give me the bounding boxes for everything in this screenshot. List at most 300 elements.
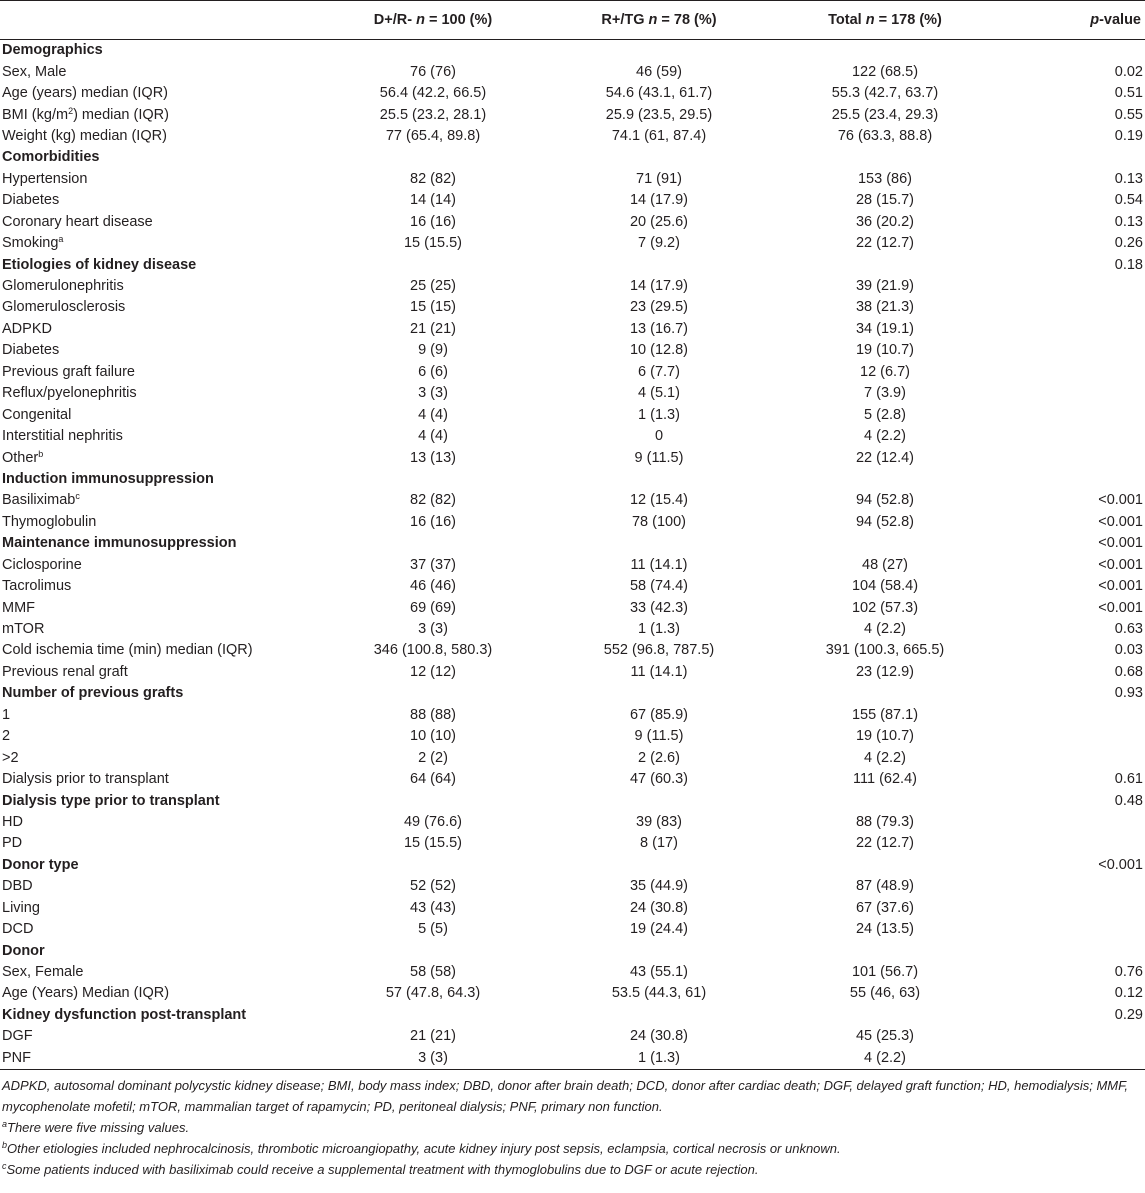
- table-row: [0, 340, 1145, 361]
- value-total: 104 (58.4): [851, 578, 919, 595]
- value-p: <0.001: [1098, 535, 1143, 552]
- table-body: [0, 40, 1145, 1070]
- value-r-plus-tg: 1 (1.3): [638, 406, 680, 423]
- row-label-text: DBD: [2, 878, 33, 895]
- row-label-text: 2: [2, 728, 11, 745]
- value-p: <0.001: [1098, 513, 1143, 530]
- table-row: [0, 962, 1145, 983]
- value-p: 0.29: [1114, 1006, 1143, 1023]
- value-d-plus-r-minus: [320, 855, 546, 876]
- row-label-text: Cold ischemia time (min) median (IQR): [2, 642, 253, 659]
- value-total: [772, 469, 998, 490]
- value-p: <0.001: [1098, 599, 1143, 616]
- value-total: 34 (19.1): [855, 320, 915, 337]
- row-label-text: Hypertension: [2, 170, 88, 187]
- value-d-plus-r-minus: 56.4 (42.2, 66.5): [379, 85, 487, 102]
- header-text: = 78 (%): [657, 12, 717, 28]
- value-r-plus-tg: 7 (9.2): [638, 235, 680, 252]
- section-header-row: [0, 147, 1145, 168]
- table-row: [0, 512, 1145, 533]
- value-r-plus-tg: [546, 855, 772, 876]
- table-row: [0, 597, 1145, 618]
- row-label-text: Coronary heart disease: [2, 213, 153, 230]
- row-label: [0, 898, 320, 919]
- row-label: [0, 1005, 320, 1026]
- table-row: [0, 490, 1145, 511]
- value-p: <0.001: [1098, 556, 1143, 573]
- header-r-plus-tg: [546, 1, 772, 40]
- row-label: [0, 597, 320, 618]
- value-d-plus-r-minus: 3 (3): [320, 1048, 546, 1070]
- value-d-plus-r-minus: 64 (64): [410, 771, 456, 788]
- value-r-plus-tg: 13 (16.7): [629, 320, 689, 337]
- value-r-plus-tg: 74.1 (61, 87.4): [611, 127, 707, 144]
- row-label: [0, 190, 320, 211]
- row-label: [0, 962, 320, 983]
- value-p: 0.02: [1114, 63, 1143, 80]
- value-total: [772, 683, 998, 704]
- row-label-superscript: a: [58, 234, 64, 245]
- row-label: [0, 512, 320, 533]
- row-label: [0, 362, 320, 383]
- section-header-row: [0, 855, 1145, 876]
- value-p: 0.03: [1114, 642, 1143, 659]
- header-p: p: [1090, 12, 1100, 28]
- table-row: [0, 769, 1145, 790]
- row-label: [0, 1048, 320, 1070]
- value-total: 25.5 (23.4, 29.3): [831, 106, 939, 123]
- table-row: [0, 319, 1145, 340]
- value-total: [772, 1005, 998, 1026]
- value-d-plus-r-minus: [320, 790, 546, 811]
- header-text: = 178 (%): [874, 12, 942, 28]
- row-label-text: Glomerulosclerosis: [2, 299, 126, 316]
- row-label: [0, 104, 320, 125]
- value-r-plus-tg: 1 (1.3): [638, 621, 680, 638]
- value-total: 39 (21.9): [855, 278, 915, 295]
- header-text: D+/R-: [373, 12, 417, 28]
- value-p: 0.26: [1114, 235, 1143, 252]
- table-row: [0, 61, 1145, 82]
- value-total: [772, 40, 998, 62]
- row-label-text: Smoking: [2, 235, 59, 252]
- value-d-plus-r-minus: 9 (9): [418, 342, 448, 359]
- value-d-plus-r-minus: 69 (69): [410, 599, 456, 616]
- header-text: -value: [1099, 12, 1141, 28]
- value-d-plus-r-minus: 46 (46): [410, 578, 456, 595]
- row-label-text: Induction immunosuppression: [2, 470, 214, 487]
- value-p: 0.18: [1114, 256, 1143, 273]
- value-r-plus-tg: 2 (2.6): [638, 749, 680, 766]
- value-p: [998, 426, 1145, 447]
- table-row: [0, 1026, 1145, 1047]
- row-label: [0, 212, 320, 233]
- value-p: [998, 447, 1145, 468]
- row-label: [0, 61, 320, 82]
- row-label: [0, 790, 320, 811]
- value-p: <0.001: [1098, 492, 1143, 509]
- row-label-text: Comorbidities: [2, 149, 100, 166]
- value-total: 19 (10.7): [855, 342, 915, 359]
- value-r-plus-tg: [546, 790, 772, 811]
- value-total: 4 (2.2): [864, 749, 906, 766]
- value-total: 36 (20.2): [855, 213, 915, 230]
- value-r-plus-tg: [546, 533, 772, 554]
- row-label: [0, 276, 320, 297]
- value-d-plus-r-minus: [320, 40, 546, 62]
- value-total: 122 (68.5): [851, 63, 919, 80]
- row-label-text: mTOR: [2, 621, 45, 638]
- row-label-text: Ciclosporine: [2, 556, 82, 573]
- row-label-superscript: 2: [68, 105, 74, 116]
- value-total: 102 (57.3): [851, 599, 919, 616]
- value-d-plus-r-minus: 5 (5): [418, 921, 448, 938]
- value-r-plus-tg: 71 (91): [636, 170, 682, 187]
- value-total: 19 (10.7): [855, 728, 915, 745]
- value-d-plus-r-minus: [320, 469, 546, 490]
- table-row: [0, 705, 1145, 726]
- value-p: [998, 747, 1145, 768]
- header-text: Total: [828, 12, 866, 28]
- table-row: [0, 447, 1145, 468]
- row-label-text: HD: [2, 813, 23, 830]
- value-total: 391 (100.3, 665.5): [825, 642, 945, 659]
- header-label-column: [0, 1, 320, 40]
- row-label-text: Sex, Male: [2, 63, 67, 80]
- value-p: 0.76: [1114, 964, 1143, 981]
- row-label: [0, 662, 320, 683]
- value-r-plus-tg: [546, 469, 772, 490]
- row-label-text: Thymoglobulin: [2, 513, 97, 530]
- footnote-c: [2, 1159, 1143, 1180]
- value-d-plus-r-minus: 12 (12): [410, 663, 456, 680]
- table-row: [0, 812, 1145, 833]
- table-row: [0, 426, 1145, 447]
- value-p: 0.93: [1114, 685, 1143, 702]
- value-total: 55.3 (42.7, 63.7): [831, 85, 939, 102]
- footnote-text: Some patients induced with basiliximab could receive a supplemental treatment with thymoglobulins due to DGF or acute rejection.: [6, 1162, 759, 1177]
- row-label: [0, 876, 320, 897]
- value-p: [998, 726, 1145, 747]
- value-d-plus-r-minus: 3 (3): [418, 621, 448, 638]
- row-label-text: Glomerulonephritis: [2, 278, 124, 295]
- value-d-plus-r-minus: 4 (4): [418, 428, 448, 445]
- value-p: [998, 940, 1145, 961]
- value-d-plus-r-minus: 82 (82): [410, 170, 456, 187]
- row-label-text: 1: [2, 706, 11, 723]
- row-label: [0, 555, 320, 576]
- value-total: 76 (63.3, 88.8): [837, 127, 933, 144]
- value-p: 0.54: [1114, 192, 1143, 209]
- value-total: 55 (46, 63): [849, 985, 921, 1002]
- value-total: 94 (52.8): [855, 513, 915, 530]
- value-d-plus-r-minus: 43 (43): [410, 899, 456, 916]
- value-d-plus-r-minus: 57 (47.8, 64.3): [385, 985, 481, 1002]
- row-label: [0, 640, 320, 661]
- table-row: [0, 276, 1145, 297]
- row-label: [0, 1026, 320, 1047]
- row-label: [0, 233, 320, 254]
- value-p: <0.001: [1098, 856, 1143, 873]
- row-label-text: Dialysis prior to transplant: [2, 771, 169, 788]
- row-label: [0, 383, 320, 404]
- value-d-plus-r-minus: [320, 147, 546, 168]
- section-header-row: [0, 533, 1145, 554]
- value-r-plus-tg: 24 (30.8): [629, 899, 689, 916]
- value-r-plus-tg: 1 (1.3): [546, 1048, 772, 1070]
- value-d-plus-r-minus: 88 (88): [410, 706, 456, 723]
- value-p: [998, 705, 1145, 726]
- table-row: [0, 404, 1145, 425]
- row-label: [0, 683, 320, 704]
- section-header-row: [0, 940, 1145, 961]
- value-total: 4 (2.2): [864, 428, 906, 445]
- value-r-plus-tg: 14 (17.9): [629, 192, 689, 209]
- row-label-text: Sex, Female: [2, 964, 84, 981]
- value-p: 0.61: [1114, 771, 1143, 788]
- row-label-text: Number of previous grafts: [2, 685, 184, 702]
- value-total: [772, 855, 998, 876]
- value-total: 88 (79.3): [855, 813, 915, 830]
- value-total: 22 (12.7): [855, 835, 915, 852]
- value-r-plus-tg: [546, 147, 772, 168]
- value-d-plus-r-minus: 4 (4): [418, 406, 448, 423]
- row-label: [0, 426, 320, 447]
- value-p: 0.48: [1114, 792, 1143, 809]
- section-header-row: [0, 1005, 1145, 1026]
- value-p: 0.63: [1114, 621, 1143, 638]
- row-label: [0, 126, 320, 147]
- row-label: [0, 490, 320, 511]
- value-p: [998, 898, 1145, 919]
- value-r-plus-tg: 78 (100): [631, 513, 686, 530]
- value-p: [998, 276, 1145, 297]
- row-label-text: PD: [2, 835, 23, 852]
- table-row: [0, 126, 1145, 147]
- value-p: [998, 1026, 1145, 1047]
- footnote-abbreviations: ADPKD, autosomal dominant polycystic kidney disease; BMI, body mass index; DBD, donor after brain death; DCD, donor after cardiac death; DGF, delayed graft function; HD, hemodialysis; MMF, mycophenolate mofetil; mTOR, mammalian target of rapamycin; PD, peritoneal dialysis; PNF, primary non function.: [2, 1078, 1128, 1114]
- value-p: [998, 1048, 1145, 1070]
- table-row: [0, 576, 1145, 597]
- value-total: 22 (12.4): [855, 449, 915, 466]
- value-d-plus-r-minus: 14 (14): [410, 192, 456, 209]
- row-label-text: Interstitial nephritis: [2, 428, 123, 445]
- header-n: n: [416, 12, 425, 28]
- row-label: [0, 919, 320, 940]
- row-label-text: Tacrolimus: [2, 578, 72, 595]
- footnote-text: Other etiologies included nephrocalcinosis, thrombotic microangiopathy, acute kidney injury post sepsis, eclampsia, cortical necrosis or unknown.: [7, 1141, 841, 1156]
- value-p: 0.19: [1114, 127, 1143, 144]
- value-r-plus-tg: 19 (24.4): [629, 921, 689, 938]
- value-p: 0.12: [1114, 985, 1143, 1002]
- row-label-text: Donor type: [2, 856, 79, 873]
- value-d-plus-r-minus: 77 (65.4, 89.8): [385, 127, 481, 144]
- row-label: [0, 533, 320, 554]
- value-r-plus-tg: 4 (5.1): [638, 385, 680, 402]
- value-p: [998, 340, 1145, 361]
- value-r-plus-tg: 9 (11.5): [634, 449, 684, 466]
- value-d-plus-r-minus: 16 (16): [410, 513, 456, 530]
- table-row: [0, 233, 1145, 254]
- row-label-text: BMI (kg/m: [2, 106, 69, 123]
- row-label: [0, 83, 320, 104]
- value-total: 45 (25.3): [855, 1028, 915, 1045]
- value-d-plus-r-minus: 346 (100.8, 580.3): [373, 642, 493, 659]
- footnote-mark: c: [2, 1161, 7, 1171]
- footnote-text: There were five missing values.: [7, 1120, 190, 1135]
- value-d-plus-r-minus: [320, 1005, 546, 1026]
- header-n: n: [865, 12, 875, 28]
- footnote-mark: a: [2, 1119, 8, 1129]
- row-label-text: Previous renal graft: [2, 663, 128, 680]
- value-r-plus-tg: 35 (44.9): [629, 878, 689, 895]
- value-d-plus-r-minus: 10 (10): [410, 728, 456, 745]
- table-row: [0, 104, 1145, 125]
- value-total: [772, 790, 998, 811]
- value-total: 101 (56.7): [851, 964, 919, 981]
- value-p: [998, 383, 1145, 404]
- value-total: 111 (62.4): [853, 771, 917, 788]
- row-label: [0, 726, 320, 747]
- row-label-text: MMF: [2, 599, 36, 616]
- table-row: [0, 1048, 1145, 1070]
- row-label: [0, 619, 320, 640]
- row-label: [0, 812, 320, 833]
- row-label-text: DCD: [2, 921, 34, 938]
- value-d-plus-r-minus: 13 (13): [410, 449, 456, 466]
- row-label: [0, 319, 320, 340]
- row-label-superscript: c: [75, 491, 80, 502]
- value-r-plus-tg: 39 (83): [636, 813, 682, 830]
- value-r-plus-tg: 58 (74.4): [629, 578, 689, 595]
- value-r-plus-tg: 0: [654, 428, 664, 445]
- value-p: [998, 147, 1145, 168]
- value-r-plus-tg: 9 (11.5): [634, 728, 684, 745]
- row-label-text: Maintenance immunosuppression: [2, 535, 237, 552]
- row-label-text: >2: [2, 749, 19, 766]
- value-d-plus-r-minus: 16 (16): [410, 213, 456, 230]
- value-r-plus-tg: 552 (96.8, 787.5): [603, 642, 715, 659]
- table-row: [0, 212, 1145, 233]
- header-p-value: [998, 1, 1145, 40]
- value-total: [772, 254, 998, 275]
- row-label: [0, 747, 320, 768]
- value-d-plus-r-minus: [320, 533, 546, 554]
- value-total: 23 (12.9): [855, 663, 915, 680]
- row-label: [0, 147, 320, 168]
- footnote-a: [2, 1117, 1143, 1138]
- value-p: <0.001: [1098, 578, 1143, 595]
- row-label-text: DGF: [2, 1028, 33, 1045]
- row-label-text: Other: [2, 449, 39, 466]
- value-d-plus-r-minus: 76 (76): [410, 63, 456, 80]
- value-total: 22 (12.7): [855, 235, 915, 252]
- value-d-plus-r-minus: 37 (37): [410, 556, 456, 573]
- value-total: [772, 940, 998, 961]
- table-row: [0, 83, 1145, 104]
- value-r-plus-tg: [546, 40, 772, 62]
- value-total: 48 (27): [862, 556, 908, 573]
- value-r-plus-tg: 12 (15.4): [629, 492, 689, 509]
- value-p: [998, 40, 1145, 62]
- header-d-plus-r-minus: [320, 1, 546, 40]
- value-total: 87 (48.9): [855, 878, 915, 895]
- table-row: [0, 662, 1145, 683]
- table-row: [0, 876, 1145, 897]
- row-label-text: Diabetes: [2, 342, 60, 359]
- value-total: 38 (21.3): [855, 299, 915, 316]
- row-label-text: Etiologies of kidney disease: [2, 256, 197, 273]
- row-label-text: Kidney dysfunction post-transplant: [2, 1006, 247, 1023]
- value-r-plus-tg: 46 (59): [636, 63, 682, 80]
- value-d-plus-r-minus: [320, 940, 546, 961]
- value-p: [998, 404, 1145, 425]
- table-row: [0, 297, 1145, 318]
- header-row: [0, 1, 1145, 40]
- table-row: [0, 383, 1145, 404]
- row-label-text: Demographics: [2, 42, 103, 59]
- row-label-text: Reflux/pyelonephritis: [2, 385, 137, 402]
- value-d-plus-r-minus: 58 (58): [410, 964, 456, 981]
- value-d-plus-r-minus: 15 (15.5): [403, 235, 463, 252]
- value-total: 7 (3.9): [864, 385, 906, 402]
- value-p: [998, 812, 1145, 833]
- value-r-plus-tg: 10 (12.8): [629, 342, 689, 359]
- table-row: [0, 726, 1145, 747]
- value-total: 155 (87.1): [851, 706, 919, 723]
- table-row: [0, 898, 1145, 919]
- row-label-text: Diabetes: [2, 192, 60, 209]
- table-row: [0, 555, 1145, 576]
- value-total: 4 (2.2): [772, 1048, 998, 1070]
- value-p: 0.13: [1114, 170, 1143, 187]
- value-total: 12 (6.7): [860, 363, 910, 380]
- table-row: [0, 833, 1145, 854]
- value-d-plus-r-minus: [320, 683, 546, 704]
- value-r-plus-tg: 14 (17.9): [629, 278, 689, 295]
- section-header-row: [0, 683, 1145, 704]
- value-d-plus-r-minus: 3 (3): [418, 385, 448, 402]
- value-r-plus-tg: 43 (55.1): [629, 964, 689, 981]
- table-row: [0, 619, 1145, 640]
- table-footnotes: [0, 1070, 1145, 1180]
- row-label-text: Age (Years) Median (IQR): [2, 985, 170, 1002]
- row-label: [0, 404, 320, 425]
- value-p: [998, 469, 1145, 490]
- value-total: [772, 147, 998, 168]
- value-r-plus-tg: 25.9 (23.5, 29.5): [605, 106, 713, 123]
- value-r-plus-tg: 33 (42.3): [629, 599, 689, 616]
- section-header-row: [0, 40, 1145, 62]
- value-total: 4 (2.2): [864, 621, 906, 638]
- value-total: 94 (52.8): [855, 492, 915, 509]
- value-p: [998, 297, 1145, 318]
- value-r-plus-tg: [546, 254, 772, 275]
- value-d-plus-r-minus: 6 (6): [418, 363, 448, 380]
- row-label: [0, 169, 320, 190]
- table-row: [0, 362, 1145, 383]
- value-r-plus-tg: [546, 1005, 772, 1026]
- value-p: 0.68: [1114, 663, 1143, 680]
- value-p: [998, 362, 1145, 383]
- table-row: [0, 640, 1145, 661]
- row-label: [0, 340, 320, 361]
- value-p: 0.51: [1114, 85, 1143, 102]
- footnote-mark: b: [2, 1140, 8, 1150]
- value-r-plus-tg: [546, 940, 772, 961]
- row-label: [0, 576, 320, 597]
- value-d-plus-r-minus: 82 (82): [410, 492, 456, 509]
